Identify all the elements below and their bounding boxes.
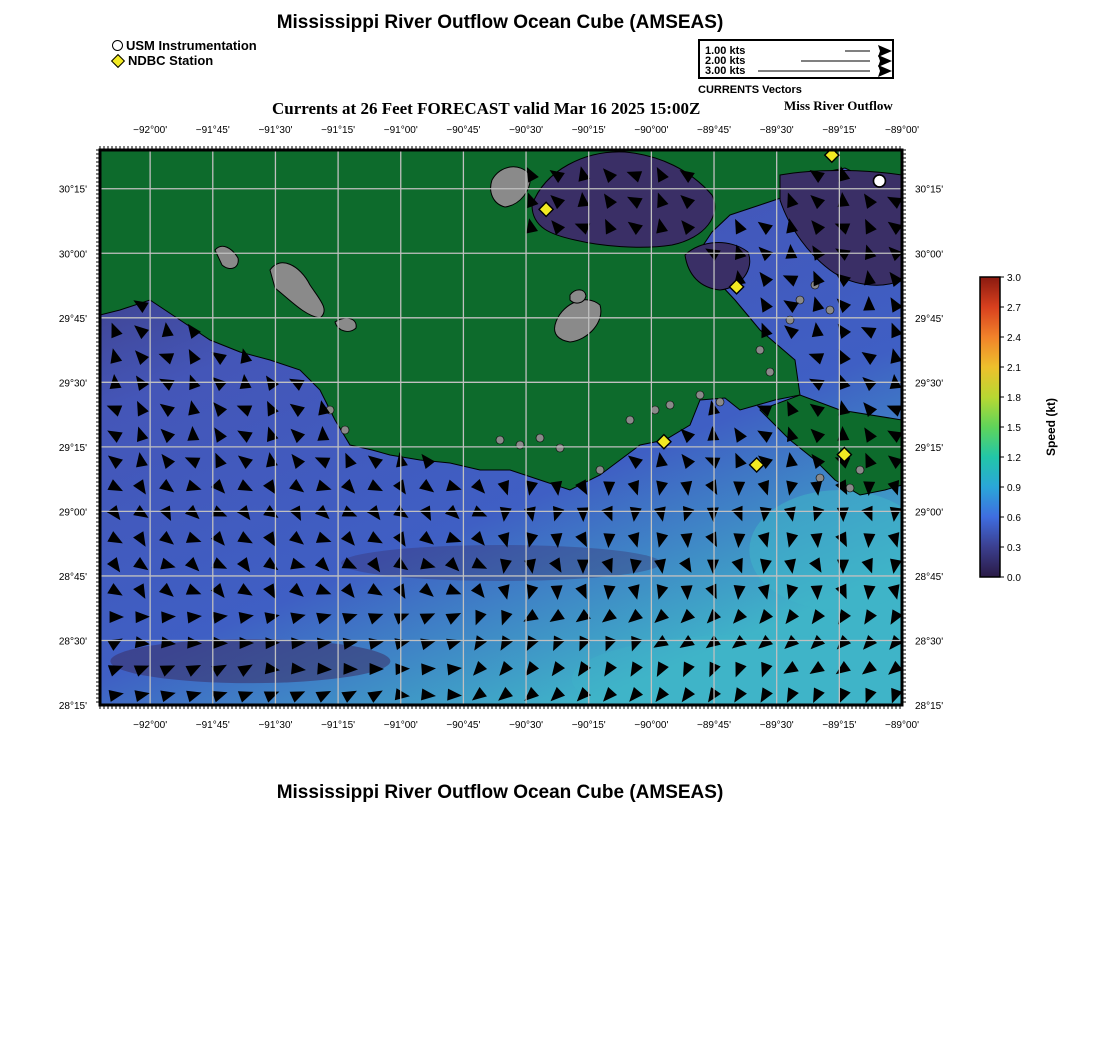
marsh-island xyxy=(496,436,504,444)
colorbar-tick-label: 1.8 xyxy=(1007,393,1021,404)
colorbar-label: Speed (kt) xyxy=(1044,397,1058,457)
marsh-island xyxy=(666,401,674,409)
longitude-label-bottom: −90°15' xyxy=(571,720,606,731)
longitude-label-top: −91°00' xyxy=(383,125,418,136)
legend-usm-label: USM Instrumentation xyxy=(126,38,257,53)
vector-legend-caption: CURRENTS Vectors xyxy=(698,84,802,96)
marsh-island xyxy=(766,368,774,376)
longitude-label-bottom: −90°30' xyxy=(509,720,544,731)
latitude-label-left: 30°00' xyxy=(58,249,87,261)
marsh-island xyxy=(856,466,864,474)
vector-legend-row-3: 3.00 kts xyxy=(705,65,746,77)
longitude-label-bottom: −91°15' xyxy=(321,720,356,731)
longitude-label-top: −89°15' xyxy=(822,125,857,136)
vector-legend-box xyxy=(698,39,894,79)
latitude-label-left: 30°15' xyxy=(58,184,87,196)
latitude-label-right: 29°00' xyxy=(915,507,944,519)
colorbar-tick-label: 2.1 xyxy=(1007,363,1021,374)
colorbar-tick-label: 1.2 xyxy=(1007,453,1021,464)
usm-station-marker xyxy=(873,175,885,187)
longitude-label-bottom: −90°00' xyxy=(634,720,669,731)
colorbar-tick-label: 1.5 xyxy=(1007,423,1021,434)
latitude-label-left: 29°45' xyxy=(58,313,87,325)
longitude-label-top: −91°45' xyxy=(195,125,230,136)
marsh-island xyxy=(626,416,634,424)
vector-legend-row-1: 1.00 kts xyxy=(705,45,746,57)
longitude-label-top: −89°45' xyxy=(697,125,732,136)
longitude-label-top: −91°15' xyxy=(321,125,356,136)
marsh-island xyxy=(756,346,764,354)
marsh-island xyxy=(341,426,349,434)
longitude-label-bottom: −91°45' xyxy=(195,720,230,731)
marsh-island xyxy=(826,306,834,314)
colorbar-tick-label: 3.0 xyxy=(1007,273,1021,284)
longitude-label-top: −90°00' xyxy=(634,125,669,136)
longitude-label-top: −92°00' xyxy=(133,125,168,136)
colorbar-tick-label: 0.0 xyxy=(1007,573,1021,584)
marsh-island xyxy=(816,474,824,482)
colorbar-tick-label: 2.7 xyxy=(1007,303,1021,314)
latitude-label-right: 29°30' xyxy=(915,378,944,390)
latitude-label-right: 28°45' xyxy=(915,571,944,583)
longitude-label-bottom: −91°00' xyxy=(383,720,418,731)
marsh-island xyxy=(556,444,564,452)
fast-current-patch xyxy=(572,634,932,724)
latitude-label-left: 28°45' xyxy=(58,571,87,583)
latitude-label-right: 29°45' xyxy=(915,313,944,325)
map-subtitle-right: Miss River Outflow xyxy=(784,98,893,113)
legend-ndbc-label: NDBC Station xyxy=(128,53,214,68)
latitude-label-right: 29°15' xyxy=(915,442,944,454)
marsh-island xyxy=(846,484,854,492)
main-title: Mississippi River Outflow Ocean Cube (AMSEAS) xyxy=(276,12,724,33)
legend-usm xyxy=(112,38,257,53)
latitude-label-left: 28°30' xyxy=(58,636,87,648)
longitude-label-bottom: −89°15' xyxy=(822,720,857,731)
longitude-label-bottom: −89°00' xyxy=(885,720,919,731)
longitude-label-top: −89°30' xyxy=(759,125,794,136)
latitude-label-left: 29°30' xyxy=(58,378,87,390)
legend-ndbc xyxy=(112,53,257,68)
longitude-label-bottom: −92°00' xyxy=(133,720,168,731)
longitude-label-bottom: −89°30' xyxy=(759,720,794,731)
marsh-island xyxy=(696,391,704,399)
latitude-label-left: 29°00' xyxy=(58,507,87,519)
ndbc-diamond-icon xyxy=(111,53,125,67)
inland-lake xyxy=(570,290,586,303)
marsh-island xyxy=(716,398,724,406)
speed-colorbar xyxy=(970,270,1080,590)
longitude-label-top: −90°15' xyxy=(571,125,606,136)
vector-legend-arrows xyxy=(700,41,892,77)
longitude-label-top: −91°30' xyxy=(258,125,293,136)
colorbar-tick-label: 2.4 xyxy=(1007,333,1021,344)
colorbar-tick-label: 0.3 xyxy=(1007,543,1021,554)
colorbar-tick-label: 0.9 xyxy=(1007,483,1021,494)
marsh-island xyxy=(536,434,544,442)
longitude-label-bottom: −89°45' xyxy=(697,720,732,731)
second-panel-title: Mississippi River Outflow Ocean Cube (AMSEAS) xyxy=(276,782,724,803)
latitude-label-right: 30°15' xyxy=(915,184,944,196)
longitude-label-bottom: −90°45' xyxy=(446,720,481,731)
longitude-label-top: −90°45' xyxy=(446,125,481,136)
usm-circle-icon xyxy=(112,40,123,51)
colorbar-scale xyxy=(980,277,1000,577)
vector-legend-row-2: 2.00 kts xyxy=(705,55,746,67)
map-area xyxy=(100,148,932,724)
latitude-label-right: 30°00' xyxy=(915,249,944,261)
latitude-label-left: 29°15' xyxy=(58,442,87,454)
latitude-label-left: 28°15' xyxy=(58,701,87,712)
longitude-label-top: −89°00' xyxy=(885,125,919,136)
longitude-label-top: −90°30' xyxy=(509,125,544,136)
marsh-island xyxy=(596,466,604,474)
latitude-label-right: 28°30' xyxy=(915,636,944,648)
latitude-label-right: 28°15' xyxy=(915,701,944,712)
longitude-label-bottom: −91°30' xyxy=(258,720,293,731)
map-subtitle: Currents at 26 Feet FORECAST valid Mar 16 2025 15:00Z xyxy=(272,99,701,118)
marker-legend xyxy=(112,38,257,68)
marsh-island xyxy=(516,441,524,449)
colorbar-tick-label: 0.6 xyxy=(1007,513,1021,524)
marsh-island xyxy=(651,406,659,414)
